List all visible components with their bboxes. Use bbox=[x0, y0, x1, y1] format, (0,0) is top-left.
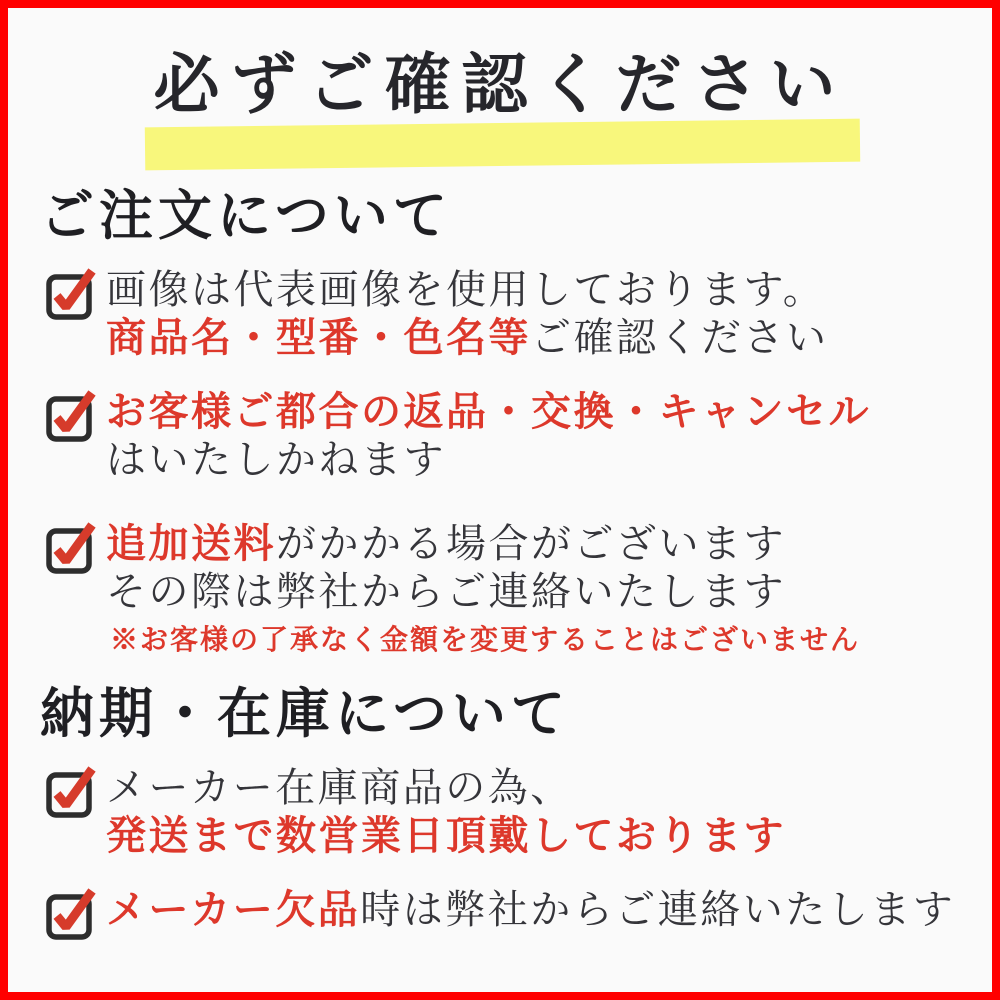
notice-line bbox=[106, 436, 871, 484]
page-title: 必ずご確認ください bbox=[153, 49, 847, 122]
notice-text-segment: ご確認ください bbox=[531, 315, 829, 360]
notice-text-segment: その際は弊社からご連絡いたします bbox=[106, 569, 786, 614]
notice-item-text bbox=[106, 886, 955, 934]
notice-line bbox=[106, 886, 955, 934]
notice-line bbox=[106, 388, 871, 436]
checkbox-checked-icon bbox=[46, 522, 98, 574]
checkbox-checked-icon bbox=[46, 766, 98, 818]
notice-text-segment: がかかる場合がございます bbox=[276, 521, 786, 566]
notice-item bbox=[46, 764, 786, 860]
notice-text-segment: 画像は代表画像を使用しております。 bbox=[106, 267, 826, 312]
notice-footnote: ※お客様の了承なく金額を変更することはございません bbox=[110, 625, 861, 656]
notice-item bbox=[46, 520, 860, 658]
notice-text-segment: 商品名・型番・色名等 bbox=[106, 315, 531, 360]
notice-item bbox=[46, 266, 829, 362]
notice-item bbox=[46, 388, 871, 484]
notice-line bbox=[106, 568, 860, 616]
notice-item-text bbox=[106, 266, 829, 362]
section-heading-delivery-stock: 納期・在庫について bbox=[40, 684, 570, 744]
notice-item bbox=[46, 886, 955, 940]
notice-text-segment: 追加送料 bbox=[106, 521, 276, 566]
checkbox-checked-icon bbox=[46, 268, 98, 320]
notice-text-segment: メーカー在庫商品の為、 bbox=[106, 765, 573, 810]
notice-item-text bbox=[106, 388, 871, 484]
notice-text-segment: 時は弊社からご連絡いたします bbox=[360, 887, 956, 932]
checkbox-checked-icon bbox=[46, 888, 98, 940]
page-title-block bbox=[8, 43, 992, 129]
checkbox-checked-icon bbox=[46, 390, 98, 442]
notice-text-segment: はいたしかねます bbox=[106, 437, 446, 482]
section-heading-orders: ご注文について bbox=[40, 186, 452, 246]
notice-text-segment: お客様ご都合の返品・交換・キャンセル bbox=[106, 389, 871, 434]
notice-line bbox=[106, 314, 829, 362]
notice-line bbox=[106, 812, 786, 860]
notice-line bbox=[106, 764, 786, 812]
notice-item-text bbox=[106, 520, 860, 658]
notice-text-segment: 発送まで数営業日頂戴しております bbox=[106, 813, 786, 858]
notice-item-text bbox=[106, 764, 786, 860]
notice-text-segment: メーカー欠品 bbox=[106, 887, 361, 932]
notice-line bbox=[106, 520, 860, 568]
notice-line bbox=[106, 266, 829, 314]
